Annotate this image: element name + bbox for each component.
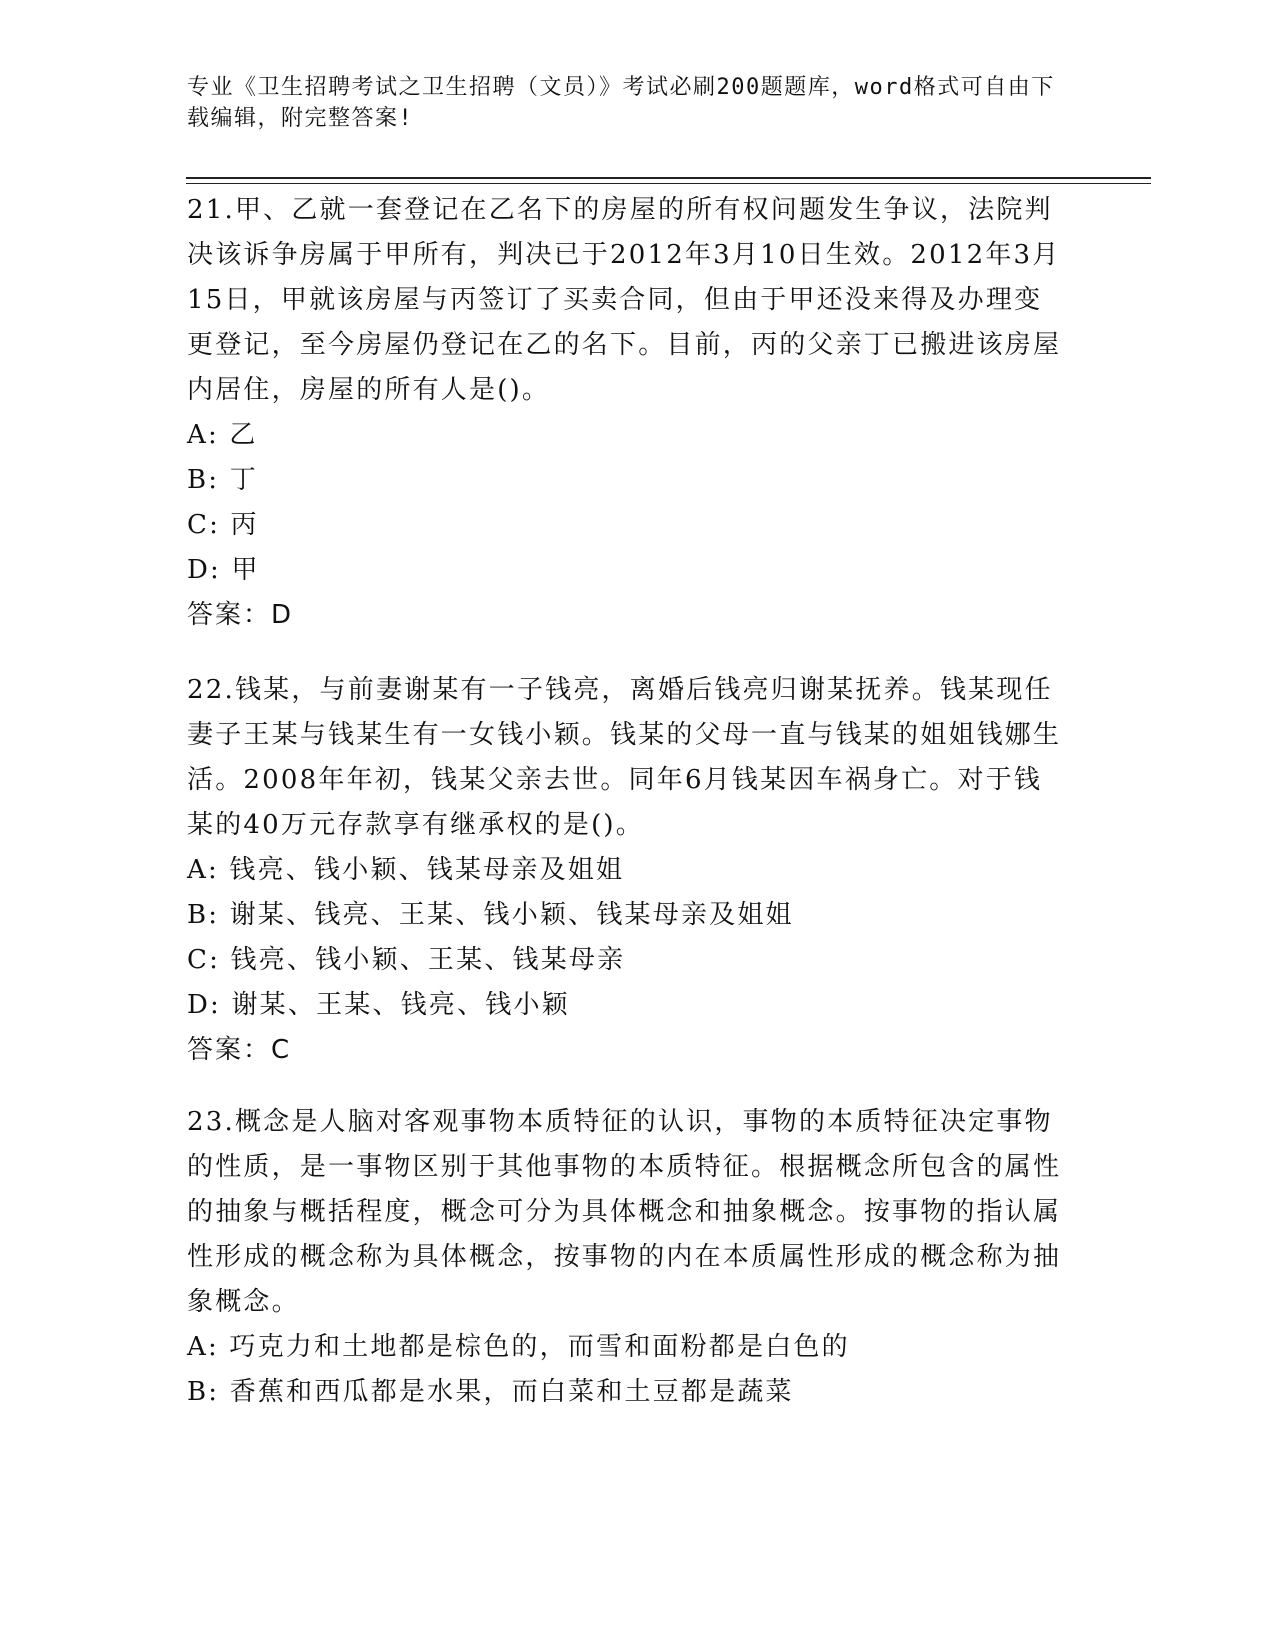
question-stem: 21.甲、乙就一套登记在乙名下的房屋的所有权问题发生争议，法院判决该诉争房属于甲所有，判决已于2012年3月10日生效。2012年3月15日，甲就该房屋与丙签订了买卖合同，但由于甲还没来得及办理变更登记，至今房屋仍登记在乙的名下。目前，丙的父亲丁已搬进该房屋内居住，房屋的所有人是()。 — [187, 195, 1062, 405]
header-divider-thin — [186, 183, 1151, 184]
option-a: A: 乙 — [187, 420, 258, 450]
document-header: 专业《卫生招聘考试之卫生招聘（文员）》考试必刷200题题库，word格式可自由下载编辑，附完整答案! — [187, 75, 1055, 131]
question-23 — [187, 1100, 1067, 1415]
option-d: D: 谢某、王某、钱亮、钱小颖 — [187, 990, 570, 1020]
question-21 — [187, 188, 1067, 638]
answer-label: 答案：C — [187, 1035, 292, 1065]
question-stem: 22.钱某，与前妻谢某有一子钱亮，离婚后钱亮归谢某抚养。钱某现任妻子王某与钱某生有一女钱小颖。钱某的父母一直与钱某的姐姐钱娜生活。2008年年初，钱某父亲去世。同年6月钱某因车祸身亡。对于钱某的40万元存款享有继承权的是()。 — [187, 675, 1062, 840]
option-b: B: 香蕉和西瓜都是水果，而白菜和土豆都是蔬菜 — [187, 1377, 794, 1407]
question-stem: 23.概念是人脑对客观事物本质特征的认识，事物的本质特征决定事物的性质，是一事物区别于其他事物的本质特征。根据概念所包含的属性的抽象与概括程度，概念可分为具体概念和抽象概念。按事物的指认属性形成的概念称为具体概念，按事物的内在本质属性形成的概念称为抽象概念。 — [187, 1107, 1062, 1317]
header-divider-thick — [186, 177, 1151, 179]
option-a: A: 巧克力和土地都是棕色的，而雪和面粉都是白色的 — [187, 1332, 850, 1362]
option-a: A: 钱亮、钱小颖、钱某母亲及姐姐 — [187, 855, 625, 885]
option-b: B: 谢某、钱亮、王某、钱小颖、钱某母亲及姐姐 — [187, 900, 794, 930]
option-c: C: 丙 — [187, 510, 259, 540]
option-d: D: 甲 — [187, 555, 260, 585]
option-b: B: 丁 — [187, 465, 258, 495]
answer-label: 答案：D — [187, 600, 294, 630]
question-22 — [187, 668, 1067, 1073]
option-c: C: 钱亮、钱小颖、王某、钱某母亲 — [187, 945, 626, 975]
